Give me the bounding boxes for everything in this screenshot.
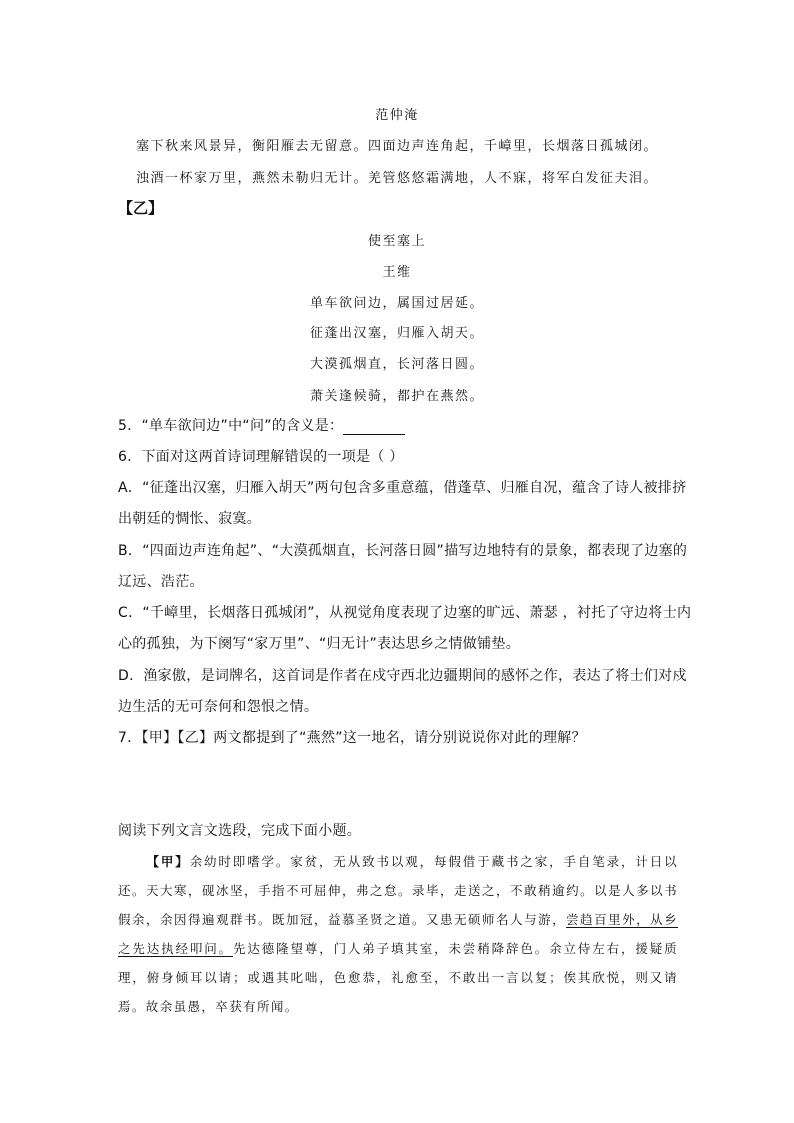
poem2-line-3: 大漠孤烟直，长河落日圆。 [309, 357, 484, 372]
poem2-author: 王维 [382, 265, 412, 280]
passage-label-jia: 【甲】 [146, 854, 190, 869]
answer-blank[interactable] [343, 420, 405, 435]
passage-part-1: 余幼时即嗜学。家贫，无从致书以观，每假借于藏书之家，手自笔录，计日以还。天大寒，砚冰坚，手指不可屈伸，弗之怠。录毕，走送之，不敢稍逾约。以是人多以书假余，余因得遍观群书。既加冠，益慕圣贤之道。又患无硕师名人与游， [118, 854, 679, 927]
poem2-line-4: 萧关逢候骑，都护在燕然。 [309, 389, 484, 404]
poem1-line-2: 浊酒一杯家万里，燕然未勒归无计。羌管悠悠霜满地，人不寐，将军白发征夫泪。 [135, 171, 658, 186]
passage-part-2: 先达德隆望尊，门人弟子填其室，未尝稍降辞色。余立侍左右，援疑质理，俯身倾耳以请；或遇其叱咄，色愈恭，礼愈至，不敢出一言以复；俟其欣悦，则又请焉。故余虽愚，卒获有所闻。 [118, 941, 678, 1014]
poem1-line-1: 塞下秋来风景异，衡阳雁去无留意。四面边声连角起，千嶂里，长烟落日孤城闭。 [135, 139, 658, 154]
poem1-author: 范仲淹 [375, 108, 419, 123]
poem2-line-1: 单车欲问边，属国过居延。 [309, 296, 484, 311]
question-6: 6．下面对这两首诗词理解错误的一项是（ ） [118, 449, 404, 465]
option-d-line-1: D．渔家傲，是词牌名，这首词是作者在戍守西北边疆期间的感怀之作，表达了将士们对戍 [118, 668, 687, 684]
option-a-line-1: A．“征蓬出汉塞，归雁入胡天”两句包含多重意蕴，借蓬草、归雁自况，蕴含了诗人被排挤 [118, 480, 687, 496]
reading-passage [118, 847, 678, 1021]
question-7: 7．【甲】【乙】两文都提到了“燕然”这一地名，请分别说说你对此的理解？ [118, 730, 586, 746]
question-5-text: 5．“单车欲问边”中“问”的含义是： [118, 418, 344, 434]
question-5 [118, 415, 405, 435]
option-b-line-1: B．“四面边声连角起”、“大漠孤烟直，长河落日圆”描写边地特有的景象，都表现了边塞的 [118, 543, 688, 559]
poem2-line-2: 征蓬出汉塞，归雁入胡天。 [309, 326, 484, 341]
option-b-line-2: 辽远、浩茫。 [118, 574, 204, 590]
option-d-line-2: 边生活的无可奈何和怨恨之情。 [118, 699, 319, 715]
reading-intro: 阅读下列文言文选段，完成下面小题。 [118, 823, 362, 839]
section-label-yi: 【乙】 [118, 199, 164, 217]
option-a-line-2: 出朝廷的惆怅、寂寞。 [118, 511, 261, 527]
option-c-line-1: C．“千嶂里，长烟落日孤城闭”，从视觉角度表现了边塞的旷远、萧瑟 ，衬托了守边将士内 [118, 605, 692, 621]
poem2-title: 使至塞上 [367, 234, 426, 249]
passage-underlined-sentence: 尝趋百里外，从乡之先达执经叩问。 [118, 912, 678, 956]
option-c-line-2: 心的孤独，为下阕写“家万里”、“归无计”表达思乡之情做铺垫。 [118, 636, 521, 652]
